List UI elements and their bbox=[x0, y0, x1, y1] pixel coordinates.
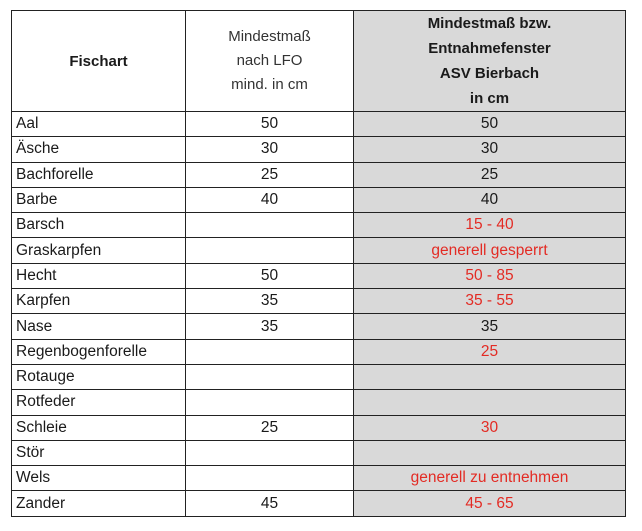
fish-name-cell: Rotauge bbox=[12, 364, 186, 389]
asv-size-cell: 35 bbox=[354, 314, 626, 339]
fish-name-cell: Graskarpfen bbox=[12, 238, 186, 263]
table-row bbox=[12, 187, 626, 212]
asv-size-cell: 30 bbox=[354, 415, 626, 440]
table-row bbox=[12, 339, 626, 364]
asv-size-cell: 35 - 55 bbox=[354, 289, 626, 314]
asv-size-cell: 30 bbox=[354, 137, 626, 162]
asv-size-cell: 25 bbox=[354, 339, 626, 364]
header-asv-line: ASV Bierbach bbox=[439, 65, 540, 82]
lfo-size-cell bbox=[186, 213, 354, 238]
table-row bbox=[12, 466, 626, 491]
header-fischart: Fischart bbox=[12, 11, 186, 112]
fish-name-cell: Karpfen bbox=[12, 289, 186, 314]
fish-name-cell: Wels bbox=[12, 466, 186, 491]
fish-name-cell: Barbe bbox=[12, 187, 186, 212]
fish-name-cell: Zander bbox=[12, 491, 186, 516]
table-row bbox=[12, 263, 626, 288]
lfo-size-cell bbox=[186, 390, 354, 415]
lfo-size-cell: 40 bbox=[186, 187, 354, 212]
table-row bbox=[12, 137, 626, 162]
table-row bbox=[12, 491, 626, 516]
table-row bbox=[12, 415, 626, 440]
fish-name-cell: Äsche bbox=[12, 137, 186, 162]
header-asv-line: in cm bbox=[469, 90, 510, 107]
fish-size-table bbox=[11, 10, 626, 517]
table-row bbox=[12, 213, 626, 238]
lfo-size-cell: 50 bbox=[186, 112, 354, 137]
lfo-size-cell: 35 bbox=[186, 314, 354, 339]
fish-name-cell: Bachforelle bbox=[12, 162, 186, 187]
header-lfo-line: Mindestmaß bbox=[228, 28, 311, 45]
asv-size-cell: 40 bbox=[354, 187, 626, 212]
lfo-size-cell: 50 bbox=[186, 263, 354, 288]
table-header-row bbox=[12, 11, 626, 112]
fish-name-cell: Barsch bbox=[12, 213, 186, 238]
lfo-size-cell bbox=[186, 364, 354, 389]
fish-name-cell: Regenbogenforelle bbox=[12, 339, 186, 364]
lfo-size-cell bbox=[186, 238, 354, 263]
asv-size-cell: 15 - 40 bbox=[354, 213, 626, 238]
asv-size-cell: 25 bbox=[354, 162, 626, 187]
fish-name-cell: Stör bbox=[12, 440, 186, 465]
asv-size-cell bbox=[354, 390, 626, 415]
lfo-size-cell: 35 bbox=[186, 289, 354, 314]
asv-size-cell bbox=[354, 364, 626, 389]
table-row bbox=[12, 289, 626, 314]
fish-name-cell: Rotfeder bbox=[12, 390, 186, 415]
fish-name-cell: Aal bbox=[12, 112, 186, 137]
header-asv-line: Entnahmefenster bbox=[428, 40, 551, 57]
lfo-size-cell: 30 bbox=[186, 137, 354, 162]
header-lfo-line: mind. in cm bbox=[231, 76, 308, 93]
lfo-size-cell bbox=[186, 339, 354, 364]
fish-name-cell: Hecht bbox=[12, 263, 186, 288]
lfo-size-cell: 45 bbox=[186, 491, 354, 516]
table-row bbox=[12, 162, 626, 187]
asv-size-cell: generell gesperrt bbox=[354, 238, 626, 263]
fish-name-cell: Schleie bbox=[12, 415, 186, 440]
asv-size-cell: 50 bbox=[354, 112, 626, 137]
table-row bbox=[12, 364, 626, 389]
header-lfo-line: nach LFO bbox=[236, 52, 303, 69]
asv-size-cell bbox=[354, 440, 626, 465]
table-row bbox=[12, 390, 626, 415]
asv-size-cell: generell zu entnehmen bbox=[354, 466, 626, 491]
table-row bbox=[12, 112, 626, 137]
table-row bbox=[12, 238, 626, 263]
table-row bbox=[12, 440, 626, 465]
header-lfo bbox=[186, 11, 354, 112]
lfo-size-cell bbox=[186, 466, 354, 491]
header-asv bbox=[354, 11, 626, 112]
table-row bbox=[12, 314, 626, 339]
lfo-size-cell bbox=[186, 440, 354, 465]
lfo-size-cell: 25 bbox=[186, 162, 354, 187]
lfo-size-cell: 25 bbox=[186, 415, 354, 440]
asv-size-cell: 45 - 65 bbox=[354, 491, 626, 516]
asv-size-cell: 50 - 85 bbox=[354, 263, 626, 288]
fish-name-cell: Nase bbox=[12, 314, 186, 339]
header-asv-line: Mindestmaß bzw. bbox=[427, 15, 552, 32]
